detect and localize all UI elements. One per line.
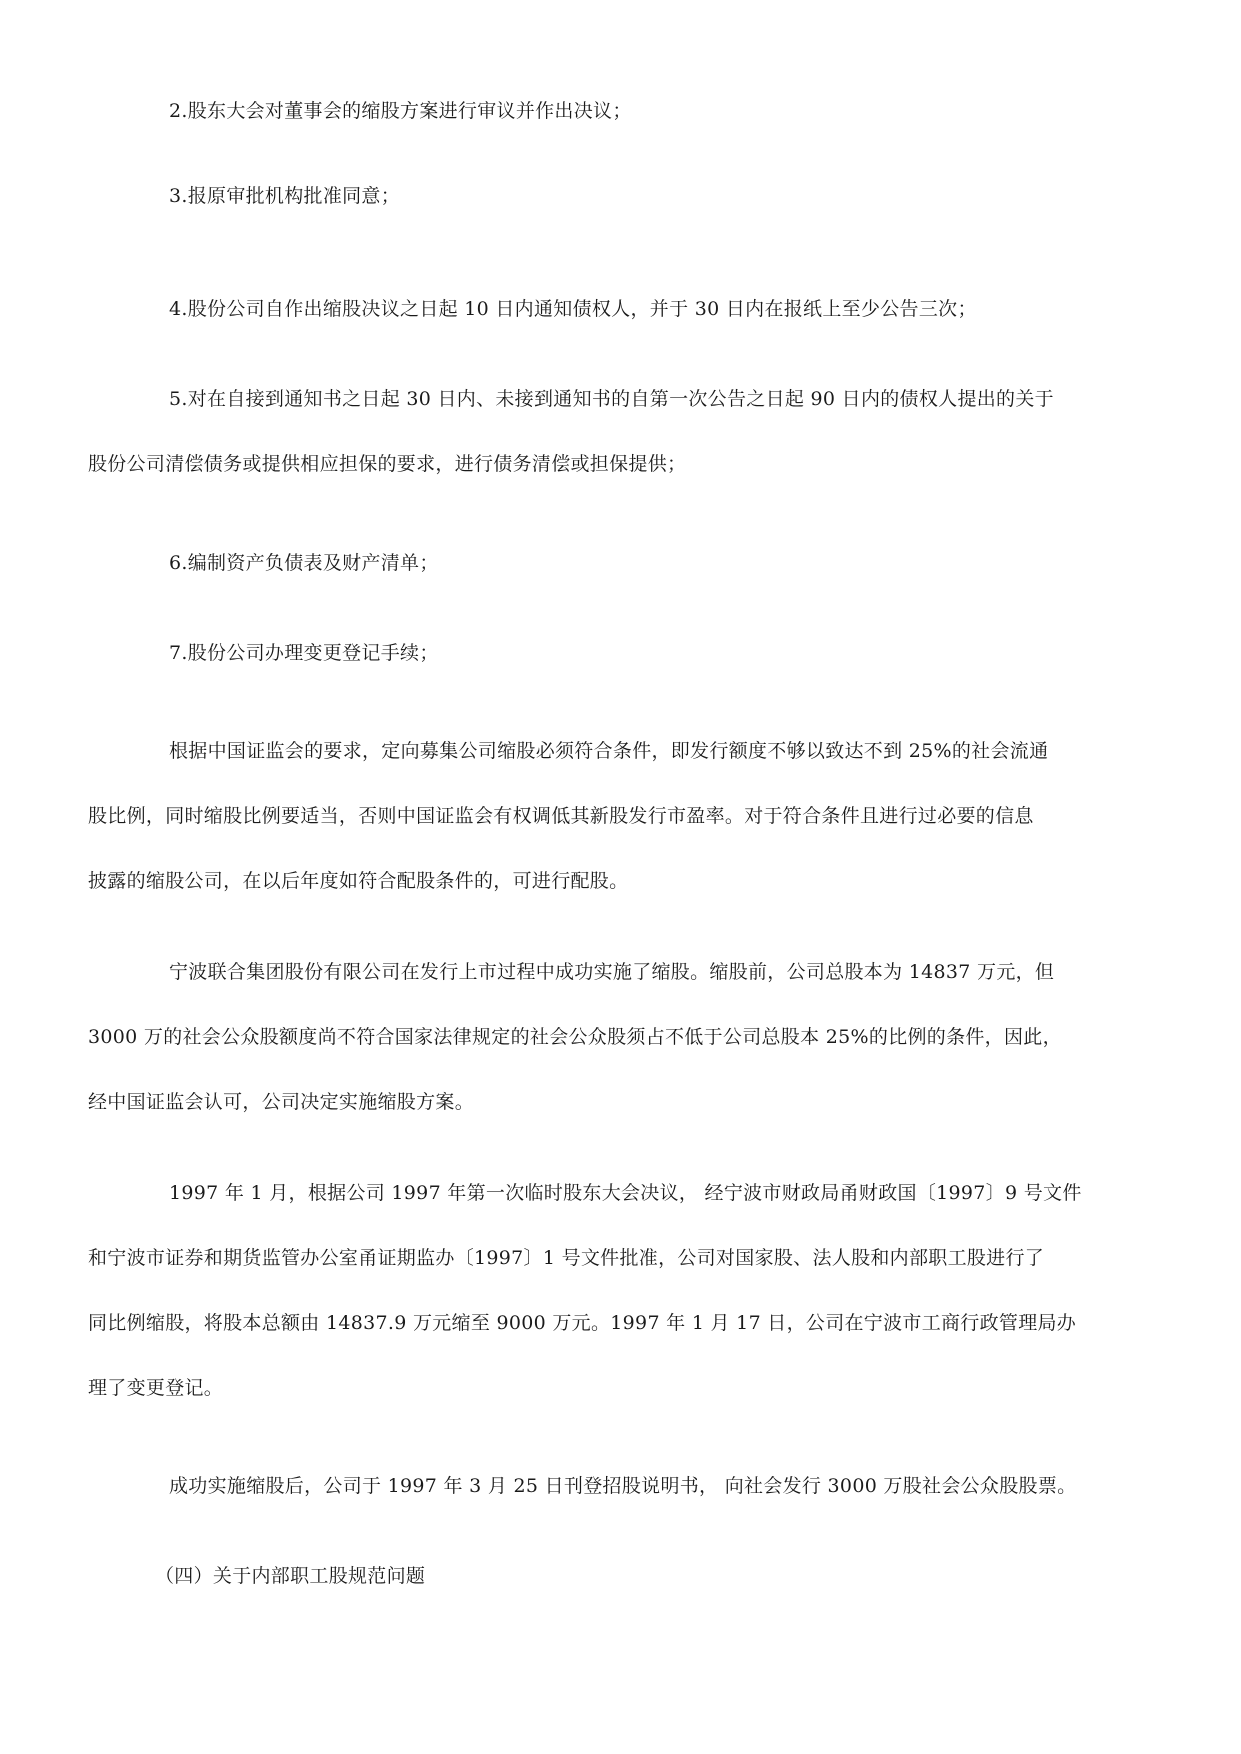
list-item-6: 6.编制资产负债表及财产清单；	[169, 552, 439, 574]
list-item-3: 3.报原审批机构批准同意；	[169, 185, 401, 207]
paragraph-3-line-1: 1997 年 1 月，根据公司 1997 年第一次临时股东大会决议， 经宁波市财政局甬财政国〔1997〕9 号文件	[169, 1182, 1082, 1204]
paragraph-1-line-1: 根据中国证监会的要求，定向募集公司缩股必须符合条件，即发行额度不够以致达不到 25%的社会流通	[169, 740, 1049, 762]
paragraph-3-line-3: 同比例缩股，将股本总额由 14837.9 万元缩至 9000 万元。1997 年 1 月 17 日，公司在宁波市工商行政管理局办	[88, 1312, 1077, 1334]
paragraph-3-line-4: 理了变更登记。	[88, 1377, 224, 1399]
paragraph-1-line-2: 股比例，同时缩股比例要适当，否则中国证监会有权调低其新股发行市盈率。对于符合条件且进行过必要的信息	[88, 805, 1034, 827]
list-item-5-line-2: 股份公司清偿债务或提供相应担保的要求，进行债务清偿或担保提供；	[88, 453, 687, 475]
list-item-5-line-1: 5.对在自接到通知书之日起 30 日内、未接到通知书的自第一次公告之日起 90 日内的债权人提出的关于	[169, 388, 1054, 410]
list-item-2: 2.股东大会对董事会的缩股方案进行审议并作出决议；	[169, 100, 632, 122]
section-heading: （四）关于内部职工股规范问题	[155, 1565, 426, 1587]
paragraph-3-line-2: 和宁波市证券和期货监管办公室甬证期监办〔1997〕1 号文件批准，公司对国家股、法人股和内部职工股进行了	[88, 1247, 1045, 1269]
list-item-7: 7.股份公司办理变更登记手续；	[169, 642, 439, 664]
list-item-4: 4.股份公司自作出缩股决议之日起 10 日内通知债权人，并于 30 日内在报纸上至少公告三次；	[169, 298, 977, 320]
paragraph-4: 成功实施缩股后，公司于 1997 年 3 月 25 日刊登招股说明书， 向社会发行 3000 万股社会公众股股票。	[169, 1475, 1077, 1497]
paragraph-2-line-1: 宁波联合集团股份有限公司在发行上市过程中成功实施了缩股。缩股前，公司总股本为 14837 万元，但	[169, 961, 1055, 983]
paragraph-1-line-3: 披露的缩股公司，在以后年度如符合配股条件的，可进行配股。	[88, 870, 629, 892]
paragraph-2-line-3: 经中国证监会认可，公司决定实施缩股方案。	[88, 1091, 475, 1113]
paragraph-2-line-2: 3000 万的社会公众股额度尚不符合国家法律规定的社会公众股须占不低于公司总股本 25%的比例的条件，因此，	[88, 1026, 1062, 1048]
